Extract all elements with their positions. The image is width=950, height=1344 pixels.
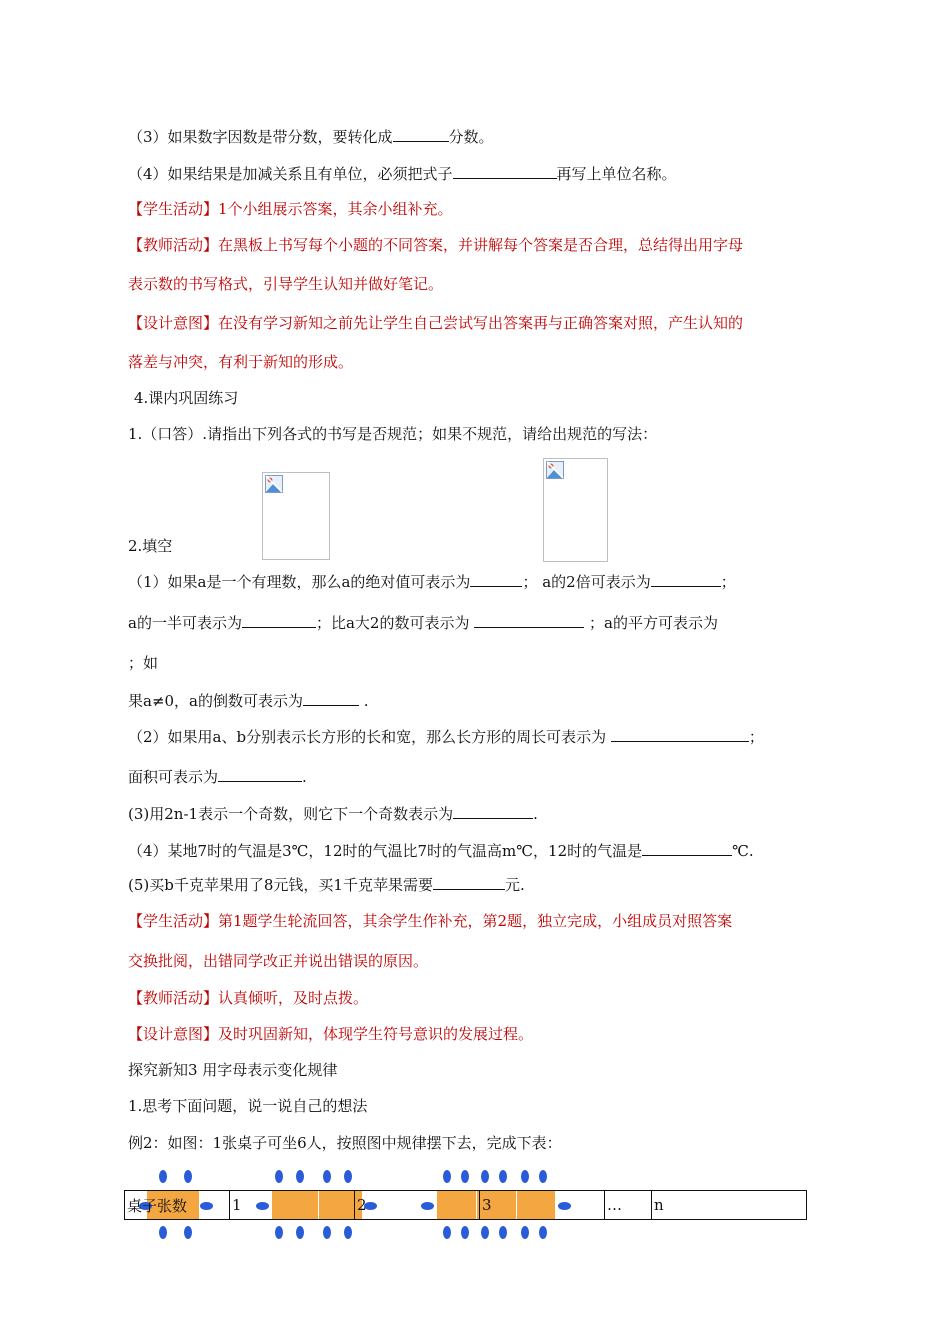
design-intent: 【设计意图】在没有学习新知之前先让学生自己尝试写出答案再与正确答案对照，产生认知的 [128, 314, 744, 332]
fill-line: (3)用2n-1表示一个奇数，则它下一个奇数表示为 . [128, 805, 538, 823]
image-placeholder [262, 472, 330, 560]
question-2: 2.填空 [128, 537, 173, 555]
seat-dot [481, 1226, 489, 1239]
answer-blank[interactable] [453, 803, 533, 819]
answer-blank[interactable] [474, 612, 584, 628]
student-activity: 【学生活动】1个小组展示答案，其余小组补充。 [128, 200, 453, 218]
seat-dot [461, 1170, 469, 1183]
answer-blank[interactable] [303, 690, 359, 706]
question-1: 1.（口答）.请指出下列各式的书写是否规范；如果不规范，请给出规范的写法： [128, 425, 658, 443]
section-heading: 探究新知3 用字母表示变化规律 [128, 1061, 338, 1079]
student-activity: 【学生活动】第1题学生轮流回答，其余学生作补充，第2题，独立完成，小组成员对照答案 [128, 912, 733, 930]
design-intent: 【设计意图】及时巩固新知，体现学生符号意识的发展过程。 [128, 1025, 534, 1043]
answer-blank[interactable] [433, 874, 505, 890]
seat-dot [275, 1226, 283, 1239]
fill-line: a的一半可表示为 ；比a大2的数可表示为 ；a的平方可表示为 [128, 614, 718, 632]
seat-dot [159, 1170, 167, 1183]
answer-blank[interactable] [642, 840, 732, 856]
fill-line: （1）如果a是一个有理数，那么a的绝对值可表示为 ； a的2倍可表示为 ； [128, 573, 736, 591]
seat-dot [461, 1226, 469, 1239]
broken-image-icon [546, 461, 564, 479]
seat-dot [481, 1170, 489, 1183]
answer-blank[interactable] [651, 571, 721, 587]
seat-dot [323, 1226, 331, 1239]
fill-line: (5)买b千克苹果用了8元钱，买1千克苹果需要 元. [128, 876, 525, 894]
seat-dot [296, 1170, 304, 1183]
seat-dot [539, 1170, 547, 1183]
table-cell: n [652, 1191, 807, 1220]
table-row [125, 1191, 807, 1220]
student-activity-cont: 交换批阅，出错同学改正并说出错误的原因。 [128, 952, 429, 970]
seat-dot [184, 1226, 192, 1239]
table-count-table [124, 1190, 807, 1220]
answer-blank[interactable] [218, 766, 302, 782]
seat-dot [323, 1170, 331, 1183]
seat-dot [443, 1170, 451, 1183]
answer-blank[interactable] [453, 163, 557, 179]
seat-dot [296, 1226, 304, 1239]
seat-dot [344, 1226, 352, 1239]
text-line: （4）如果结果是加减关系且有单位，必须把式子 再写上单位名称。 [128, 165, 677, 183]
table-cell: … [605, 1191, 652, 1220]
seat-dot [539, 1226, 547, 1239]
fill-line: 面积可表示为 . [128, 768, 307, 786]
fill-line: ；如 [128, 654, 159, 672]
fill-line: （2）如果用a、b分别表示长方形的长和宽，那么长方形的周长可表示为 ； [128, 728, 764, 746]
answer-blank[interactable] [611, 726, 749, 742]
teacher-activity: 【教师活动】认真倾听，及时点拨。 [128, 989, 369, 1007]
teacher-activity: 【教师活动】在黑板上书写每个小题的不同答案，并讲解每个答案是否合理，总结得出用字母 [128, 236, 744, 254]
table-cell: 1 [230, 1191, 355, 1220]
question-1: 1.思考下面问题，说一说自己的想法 [128, 1097, 368, 1115]
section-heading: 4.课内巩固练习 [134, 389, 239, 407]
seat-dot [499, 1170, 507, 1183]
fill-line: （4）某地7时的气温是3℃，12时的气温比7时的气温高m℃，12时的气温是 ℃. [128, 842, 754, 860]
table-cell: 3 [480, 1191, 605, 1220]
example-2: 例2：如图：1张桌子可坐6人，按照图中规律摆下去，完成下表： [128, 1134, 562, 1152]
seat-dot [521, 1226, 529, 1239]
table-cell: 2 [355, 1191, 480, 1220]
fill-line: 果a≠0，a的倒数可表示为 . [128, 692, 369, 710]
image-placeholder [543, 458, 608, 562]
seat-dot [521, 1170, 529, 1183]
design-intent-cont: 落差与冲突，有利于新知的形成。 [128, 353, 354, 371]
table-header-cell: 桌子张数 [125, 1191, 230, 1220]
seat-dot [499, 1226, 507, 1239]
seat-dot [344, 1170, 352, 1183]
answer-blank[interactable] [242, 612, 316, 628]
broken-image-icon [265, 475, 283, 493]
seat-dot [159, 1226, 167, 1239]
text-line: （3）如果数字因数是带分数，要转化成 分数。 [128, 128, 494, 146]
answer-blank[interactable] [393, 126, 449, 142]
seat-dot [443, 1226, 451, 1239]
teacher-activity-cont: 表示数的书写格式，引导学生认知并做好笔记。 [128, 275, 444, 293]
seat-dot [275, 1170, 283, 1183]
seat-dot [184, 1170, 192, 1183]
answer-blank[interactable] [470, 571, 522, 587]
